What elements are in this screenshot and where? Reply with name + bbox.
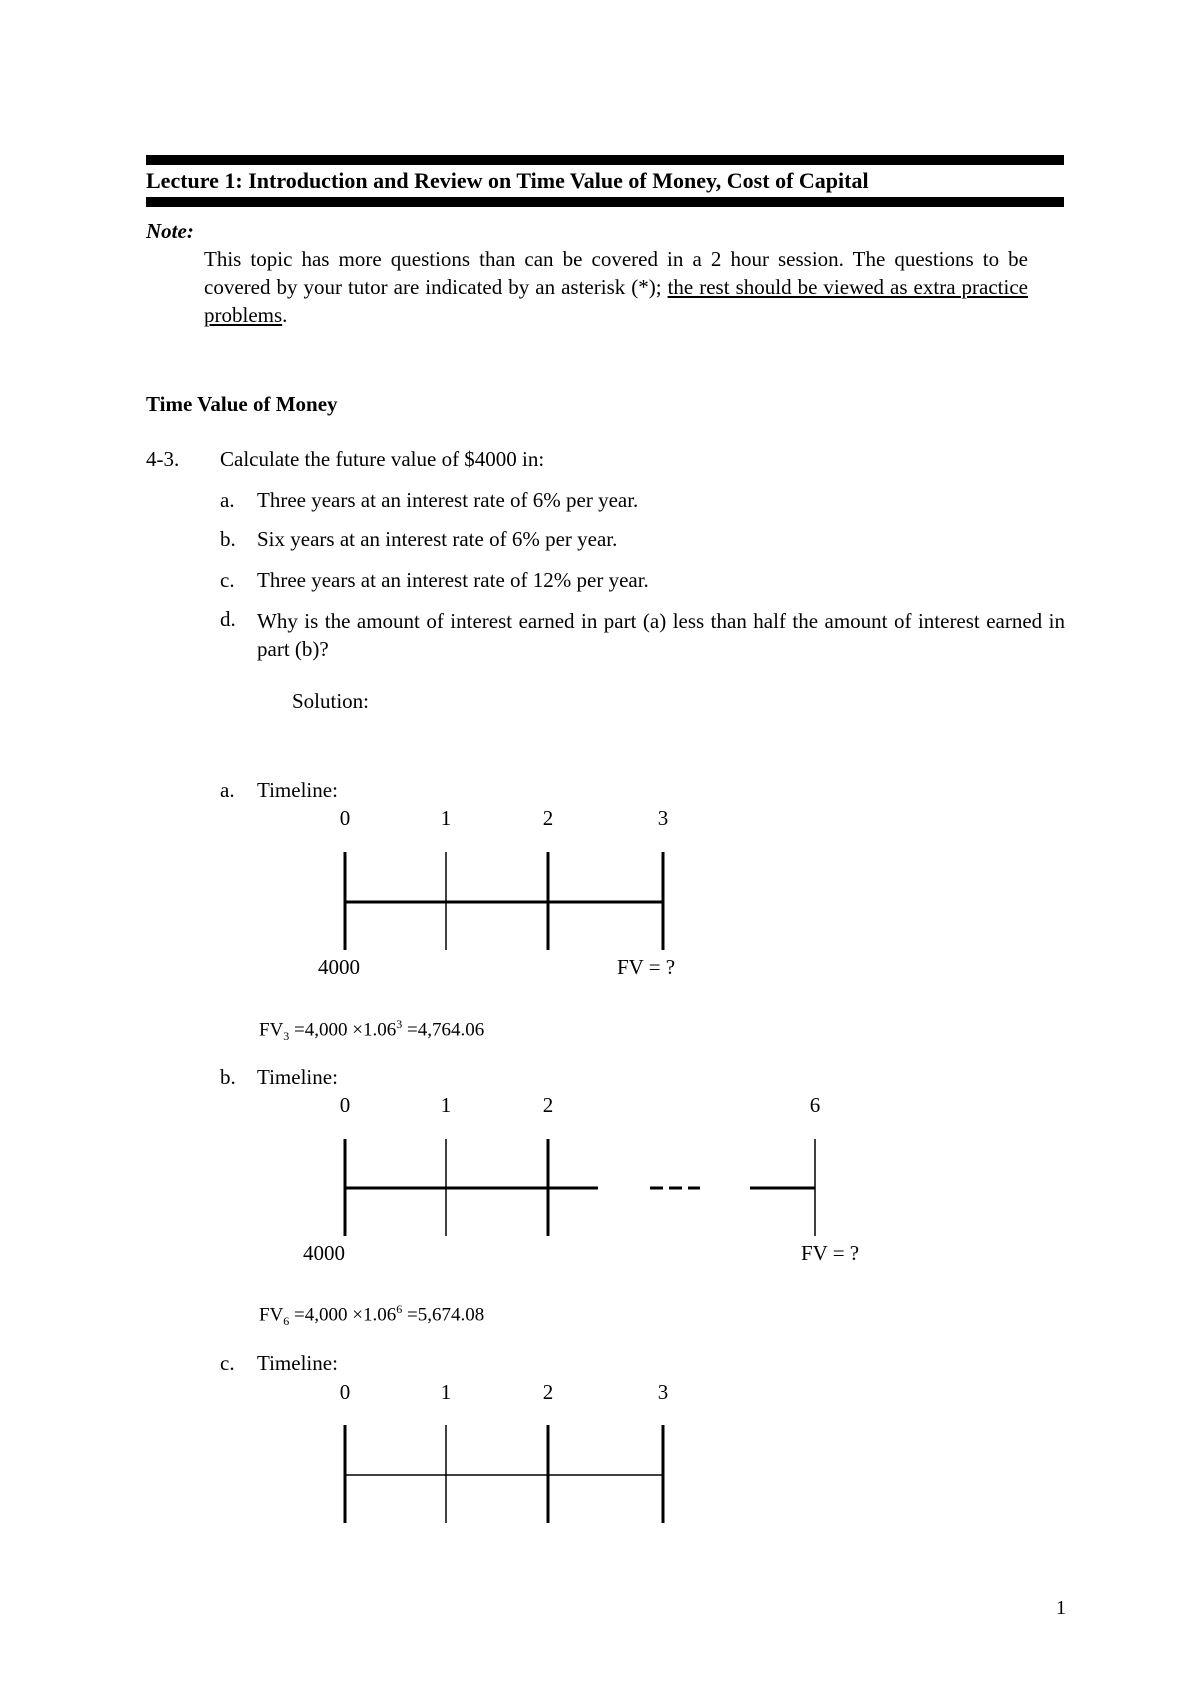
timeline-b-letter: b. xyxy=(220,1065,236,1089)
timeline-b-tick-3: 6 xyxy=(809,1093,821,1117)
timeline-b-fv: FV = ? xyxy=(801,1241,860,1265)
note-text-plain: This topic has more questions than can be covered in a 2 hour session. The questions to be covered by your tutor are indicated by an asterisk (*); xyxy=(204,247,1028,299)
timeline-a-tick-0: 0 xyxy=(339,806,351,830)
timeline-b-pv: 4000 xyxy=(303,1241,345,1265)
part-b-text: Six years at an interest rate of 6% per year. xyxy=(257,527,618,551)
timeline-a-pv: 4000 xyxy=(318,955,360,979)
part-a-text: Three years at an interest rate of 6% per year. xyxy=(257,488,639,512)
timeline-c-tick-0: 0 xyxy=(339,1380,351,1404)
formula-b-sup: 6 xyxy=(396,1302,403,1316)
timeline-b-label: Timeline: xyxy=(257,1065,338,1089)
formula-a-lhs: FV xyxy=(259,1019,284,1041)
page-title: Lecture 1: Introduction and Review on Time Value of Money, Cost of Capital xyxy=(146,168,869,193)
timeline-a-tick-2: 2 xyxy=(542,806,554,830)
part-c-text: Three years at an interest rate of 12% per year. xyxy=(257,568,649,592)
formula-a-eq2: =4,764.06 xyxy=(402,1019,485,1041)
formula-b-eq1: =4,000 ×1.06 xyxy=(289,1304,397,1326)
note-label: Note: xyxy=(146,219,194,243)
timeline-b-tick-2: 2 xyxy=(542,1093,554,1117)
solution-label: Solution: xyxy=(292,689,370,713)
note-text-end: . xyxy=(282,303,288,327)
part-a-letter: a. xyxy=(220,488,235,512)
formula-b-eq2: =5,674.08 xyxy=(402,1304,485,1326)
formula-a-eq1: =4,000 ×1.06 xyxy=(289,1019,397,1041)
timeline-c-tick-2: 2 xyxy=(542,1380,554,1404)
timeline-c-lines xyxy=(345,1425,663,1523)
formula-a-sub: 3 xyxy=(283,1029,290,1044)
question-text: Calculate the future value of $4000 in: xyxy=(220,447,545,471)
timeline-a-tick-1: 1 xyxy=(440,806,452,830)
timeline-b-tick-0: 0 xyxy=(339,1093,351,1117)
timeline-c-tick-3: 3 xyxy=(657,1380,669,1404)
timeline-a-label: Timeline: xyxy=(257,778,338,802)
formula-b-lhs: FV xyxy=(259,1304,284,1326)
timeline-a-letter: a. xyxy=(220,778,235,802)
note-text-underlined: the rest should be viewed as extra practice problems xyxy=(204,275,1028,327)
part-d-letter: d. xyxy=(220,607,236,631)
timeline-c-tick-1: 1 xyxy=(440,1380,452,1404)
part-c-letter: c. xyxy=(220,568,235,592)
part-d-text: Why is the amount of interest earned in part (a) less than half the amount of interest earned in part (b)? xyxy=(257,609,1065,661)
formula-b-sub: 6 xyxy=(283,1314,290,1329)
timeline-b-tick-1: 1 xyxy=(440,1093,452,1117)
question-number: 4-3. xyxy=(146,447,180,471)
timeline-c-letter: c. xyxy=(220,1351,235,1375)
part-b-letter: b. xyxy=(220,527,236,551)
page-number: 1 xyxy=(1056,1597,1066,1619)
formula-a-sup: 3 xyxy=(396,1017,403,1031)
timeline-a-tick-3: 3 xyxy=(657,806,669,830)
timeline-c-label: Timeline: xyxy=(257,1351,338,1375)
timeline-a-fv: FV = ? xyxy=(617,955,676,979)
section-title: Time Value of Money xyxy=(146,392,338,416)
